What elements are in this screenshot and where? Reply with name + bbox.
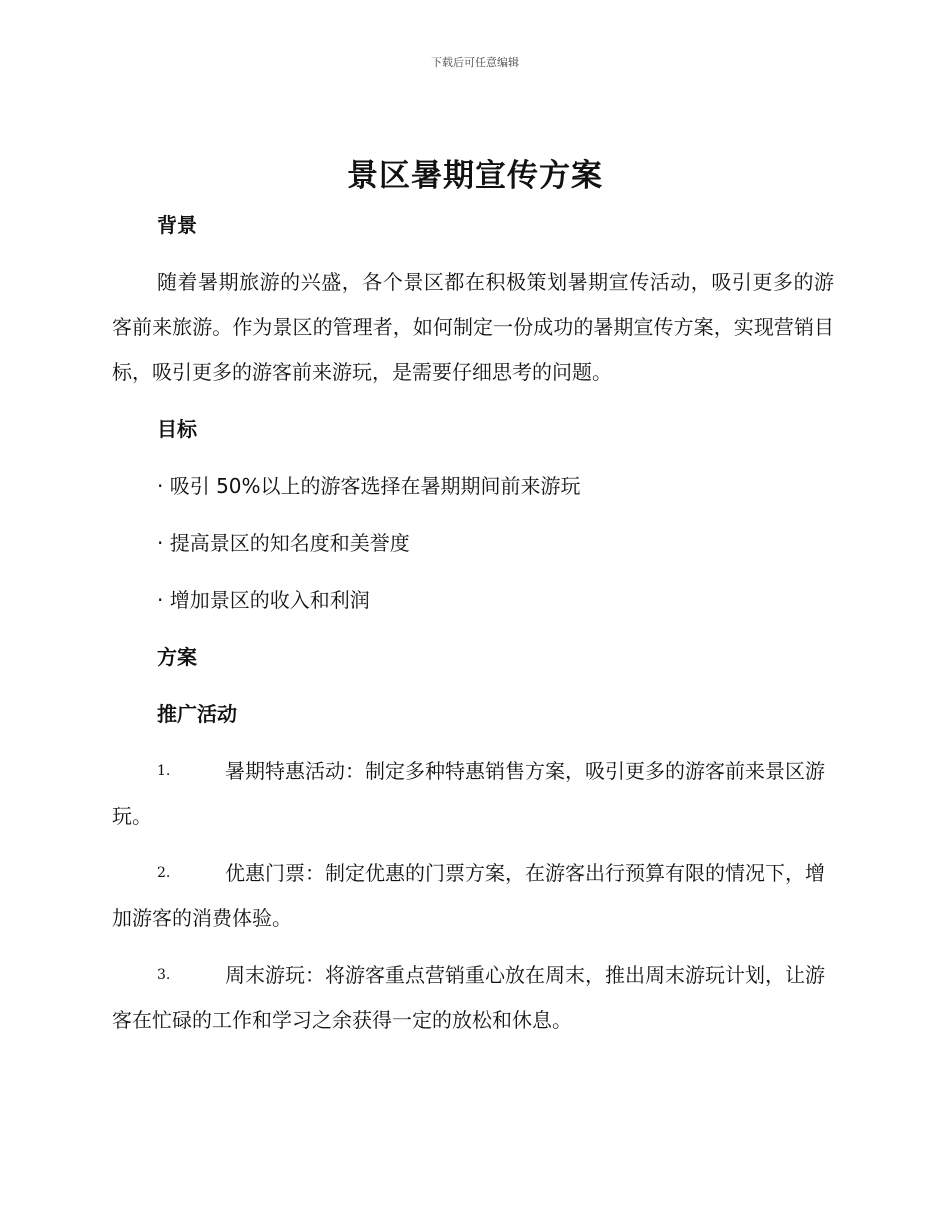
subsection-heading-promotion: 推广活动 [157,702,237,726]
list-item-text: 暑期特惠活动：制定多种特惠销售方案，吸引更多的游客前来景区游玩。 [112,759,825,828]
goal-item: · 增加景区的收入和利润 [157,588,370,612]
goal-item: · 提高景区的知名度和美誉度 [157,531,410,555]
list-number: 1. [157,763,171,779]
section-heading-goals: 目标 [157,417,197,441]
section-heading-plan: 方案 [157,645,197,669]
section-heading-background: 背景 [157,213,197,237]
list-number: 3. [157,967,171,983]
document-title: 景区暑期宣传方案 [347,158,603,194]
background-paragraph: 随着暑期旅游的兴盛，各个景区都在积极策划暑期宣传活动，吸引更多的游客前来旅游。作为景区的管理者，如何制定一份成功的暑期宣传方案，实现营销目标，吸引更多的游客前来游玩，是需要仔细思考的问题。 [112,270,834,384]
header-watermark: 下载后可任意编辑 [431,56,519,69]
plan-list-item [112,953,834,1043]
list-item-text: 周末游玩：将游客重点营销重心放在周末，推出周末游玩计划，让游客在忙碌的工作和学习之余获得一定的放松和休息。 [112,963,825,1032]
list-item-text: 优惠门票：制定优惠的门票方案，在游客出行预算有限的情况下，增加游客的消费体验。 [112,861,825,930]
goal-item: · 吸引 50%以上的游客选择在暑期期间前来游玩 [157,474,581,498]
plan-list-item [112,851,834,941]
plan-list-item [112,749,834,839]
document-body [112,203,834,1043]
list-number: 2. [157,865,171,881]
